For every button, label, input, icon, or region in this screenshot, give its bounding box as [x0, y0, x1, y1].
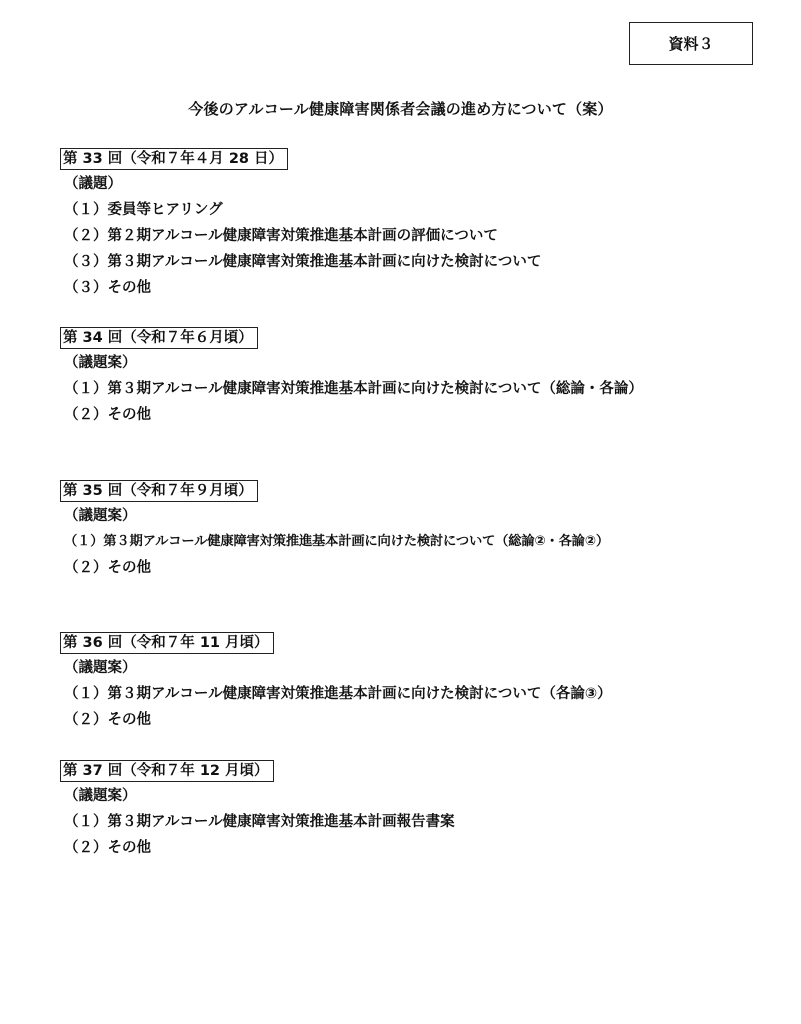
agenda-item: （１）第３期アルコール健康障害対策推進基本計画に向けた検討について（総論・各論）	[64, 381, 643, 397]
agenda-item: （３）その他	[64, 280, 151, 296]
agenda-label: （議題）	[64, 176, 122, 192]
agenda-item: （２）その他	[64, 560, 151, 576]
session-34	[60, 327, 643, 428]
agenda-item: （１）第３期アルコール健康障害対策推進基本計画に向けた検討について（総論②・各論②）	[64, 534, 609, 549]
agenda-label: （議題案）	[64, 660, 137, 676]
document-label-text: 資料３	[668, 35, 714, 53]
session-heading: 第 33 回（令和７年４月 28 日）	[60, 148, 288, 170]
agenda-item: （２）その他	[64, 840, 151, 856]
agenda-item: （２）第２期アルコール健康障害対策推進基本計画の評価について	[64, 228, 498, 244]
agenda-item: （１）第３期アルコール健康障害対策推進基本計画に向けた検討について（各論③）	[64, 686, 612, 702]
agenda-item: （１）委員等ヒアリング	[64, 202, 223, 218]
document-title: 今後のアルコール健康障害関係者会議の進め方について（案）	[188, 100, 613, 118]
session-heading: 第 35 回（令和７年９月頃）	[60, 480, 258, 502]
session-heading: 第 34 回（令和７年６月頃）	[60, 327, 258, 349]
agenda-item: （１）第３期アルコール健康障害対策推進基本計画報告書案	[64, 814, 455, 830]
agenda-item: （２）その他	[64, 712, 151, 728]
document-label	[629, 22, 753, 65]
session-37	[60, 760, 455, 861]
session-36	[60, 632, 612, 733]
session-33	[60, 148, 541, 301]
session-heading: 第 37 回（令和７年 12 月頃）	[60, 760, 274, 782]
agenda-label: （議題案）	[64, 508, 137, 524]
agenda-item: （３）第３期アルコール健康障害対策推進基本計画に向けた検討について	[64, 254, 542, 270]
agenda-label: （議題案）	[64, 788, 137, 804]
session-heading: 第 36 回（令和７年 11 月頃）	[60, 632, 274, 654]
agenda-label: （議題案）	[64, 355, 137, 371]
agenda-item: （２）その他	[64, 407, 151, 423]
session-35	[60, 480, 609, 581]
